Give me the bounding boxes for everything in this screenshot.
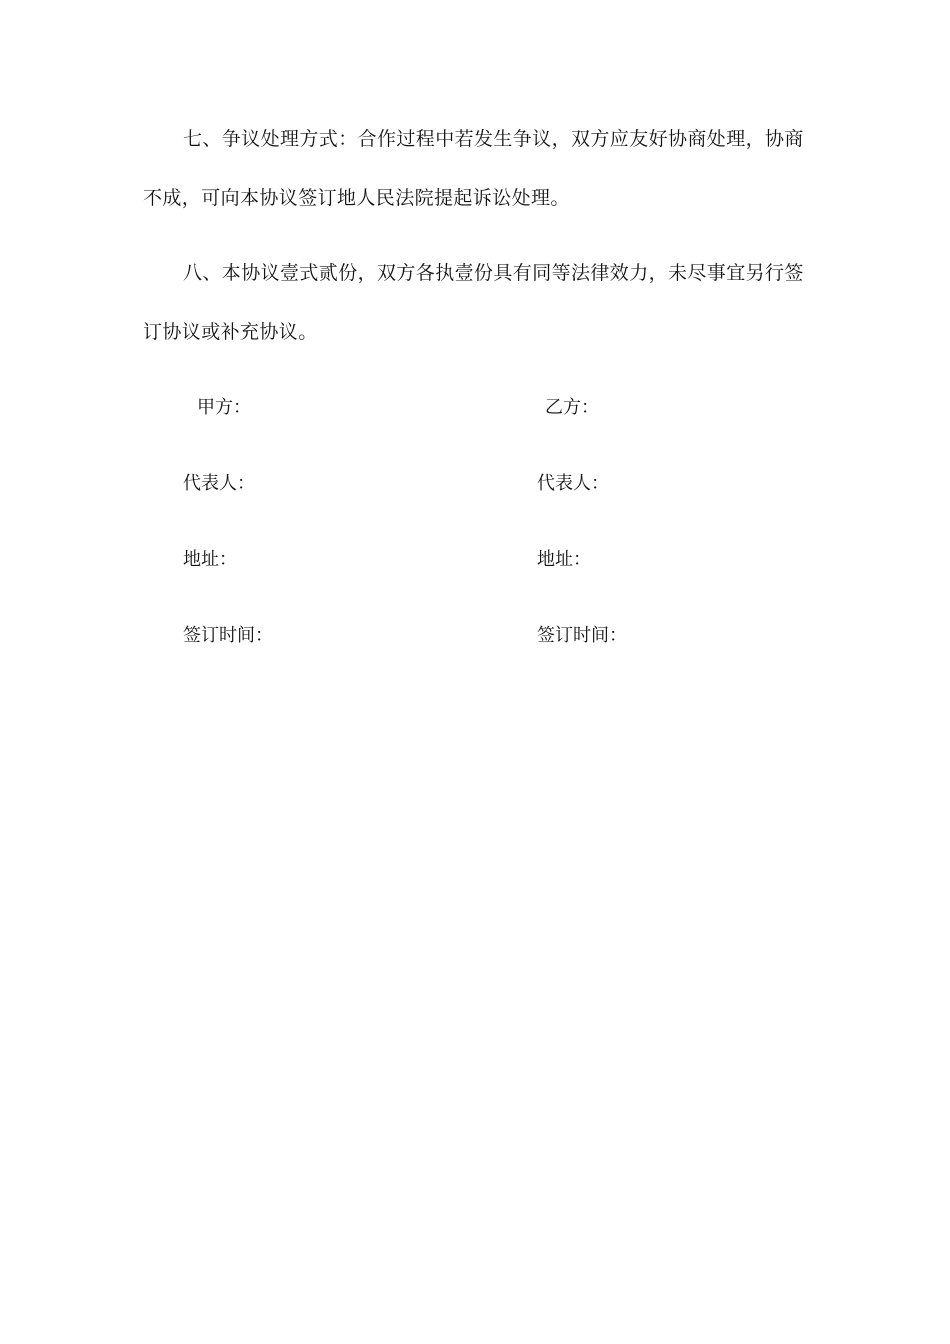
party-b-representative-label: 代表人： [537,473,609,494]
clause-seven-line-2: 不成，可向本协议签订地人民法院提起诉讼处理。 [143,187,570,209]
party-a-signing-date-label: 签订时间： [183,625,273,646]
clause-seven-line-1: 七、争议处理方式：合作过程中若发生争议，双方应友好协商处理，协商 [183,128,804,150]
party-a-label: 甲方： [197,397,251,418]
clause-eight-line-1: 八、本协议壹式贰份，双方各执壹份具有同等法律效力，未尽事宜另行签 [183,262,804,284]
party-b-address-label: 地址： [537,549,591,570]
party-a-address-label: 地址： [183,549,237,570]
party-b-label: 乙方： [545,397,599,418]
party-a-representative-label: 代表人： [183,473,255,494]
party-b-signing-date-label: 签订时间： [537,625,627,646]
clause-eight-line-2: 订协议或补充协议。 [143,321,318,343]
